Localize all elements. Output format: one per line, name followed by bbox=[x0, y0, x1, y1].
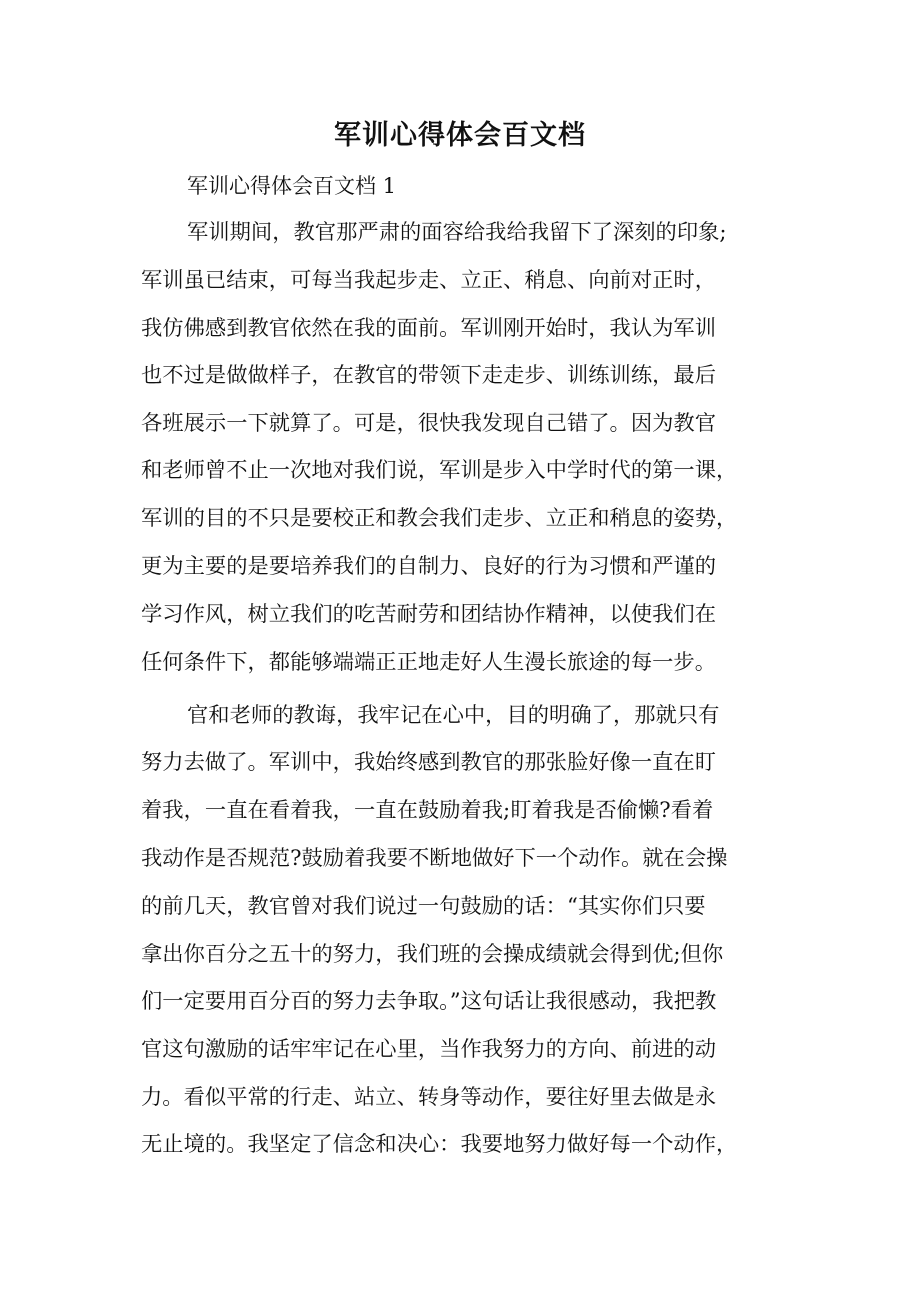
paragraph-2-line-3: 着我，一直在看着我，一直在鼓励着我;盯着我是否偷懒?看着 bbox=[141, 798, 714, 823]
paragraph-2-line-7: 们一定要用百分百的努力去争取。”这句话让我很感动，我把教 bbox=[141, 989, 717, 1014]
paragraph-2-line-4: 我动作是否规范?鼓励着我要不断地做好下一个动作。就在会操 bbox=[141, 846, 728, 871]
paragraph-2-line-5: 的前几天，教官曾对我们说过一句鼓励的话：“其实你们只要 bbox=[141, 894, 706, 919]
paragraph-1-line-3: 我仿佛感到教官依然在我的面前。军训刚开始时，我认为军训 bbox=[141, 316, 717, 341]
paragraph-1-line-10: 任何条件下，都能够端端正正地走好人生漫长旅途的每一步。 bbox=[141, 650, 717, 675]
paragraph-2-line-6: 拿出你百分之五十的努力，我们班的会操成绩就会得到优;但你 bbox=[141, 942, 724, 967]
paragraph-2-line-2: 努力去做了。军训中，我始终感到教官的那张脸好像一直在盯 bbox=[141, 750, 717, 775]
paragraph-2-line-9: 力。看似平常的行走、站立、转身等动作，要往好里去做是永 bbox=[141, 1085, 717, 1110]
paragraph-1-line-1: 军训期间，教官那严肃的面容给我给我留下了深刻的印象; bbox=[187, 220, 727, 245]
paragraph-2-line-8: 官这句激励的话牢牢记在心里，当作我努力的方向、前进的动 bbox=[141, 1037, 717, 1062]
paragraph-2-line-10: 无止境的。我坚定了信念和决心：我要地努力做好每一个动作， bbox=[141, 1132, 738, 1157]
paragraph-1-line-8: 更为主要的是要培养我们的自制力、良好的行为习惯和严谨的 bbox=[141, 554, 717, 579]
document-title: 军训心得体会百文档 bbox=[334, 120, 586, 151]
paragraph-1-line-4: 也不过是做做样子，在教官的带领下走走步、训练训练，最后 bbox=[141, 363, 717, 388]
paragraph-1-line-2: 军训虽已结束，可每当我起步走、立正、稍息、向前对正时， bbox=[141, 268, 717, 293]
paragraph-1-line-9: 学习作风，树立我们的吃苦耐劳和团结协作精神，以使我们在 bbox=[141, 602, 717, 627]
paragraph-1-line-7: 军训的目的不只是要校正和教会我们走步、立正和稍息的姿势， bbox=[141, 506, 738, 531]
paragraph-2-line-1: 官和老师的教诲，我牢记在心中，目的明确了，那就只有 bbox=[187, 703, 720, 728]
paragraph-1-line-6: 和老师曾不止一次地对我们说，军训是步入中学时代的第一课， bbox=[141, 458, 738, 483]
document-subtitle: 军训心得体会百文档 1 bbox=[187, 174, 397, 198]
paragraph-1-line-5: 各班展示一下就算了。可是，很快我发现自己错了。因为教官 bbox=[141, 411, 717, 436]
